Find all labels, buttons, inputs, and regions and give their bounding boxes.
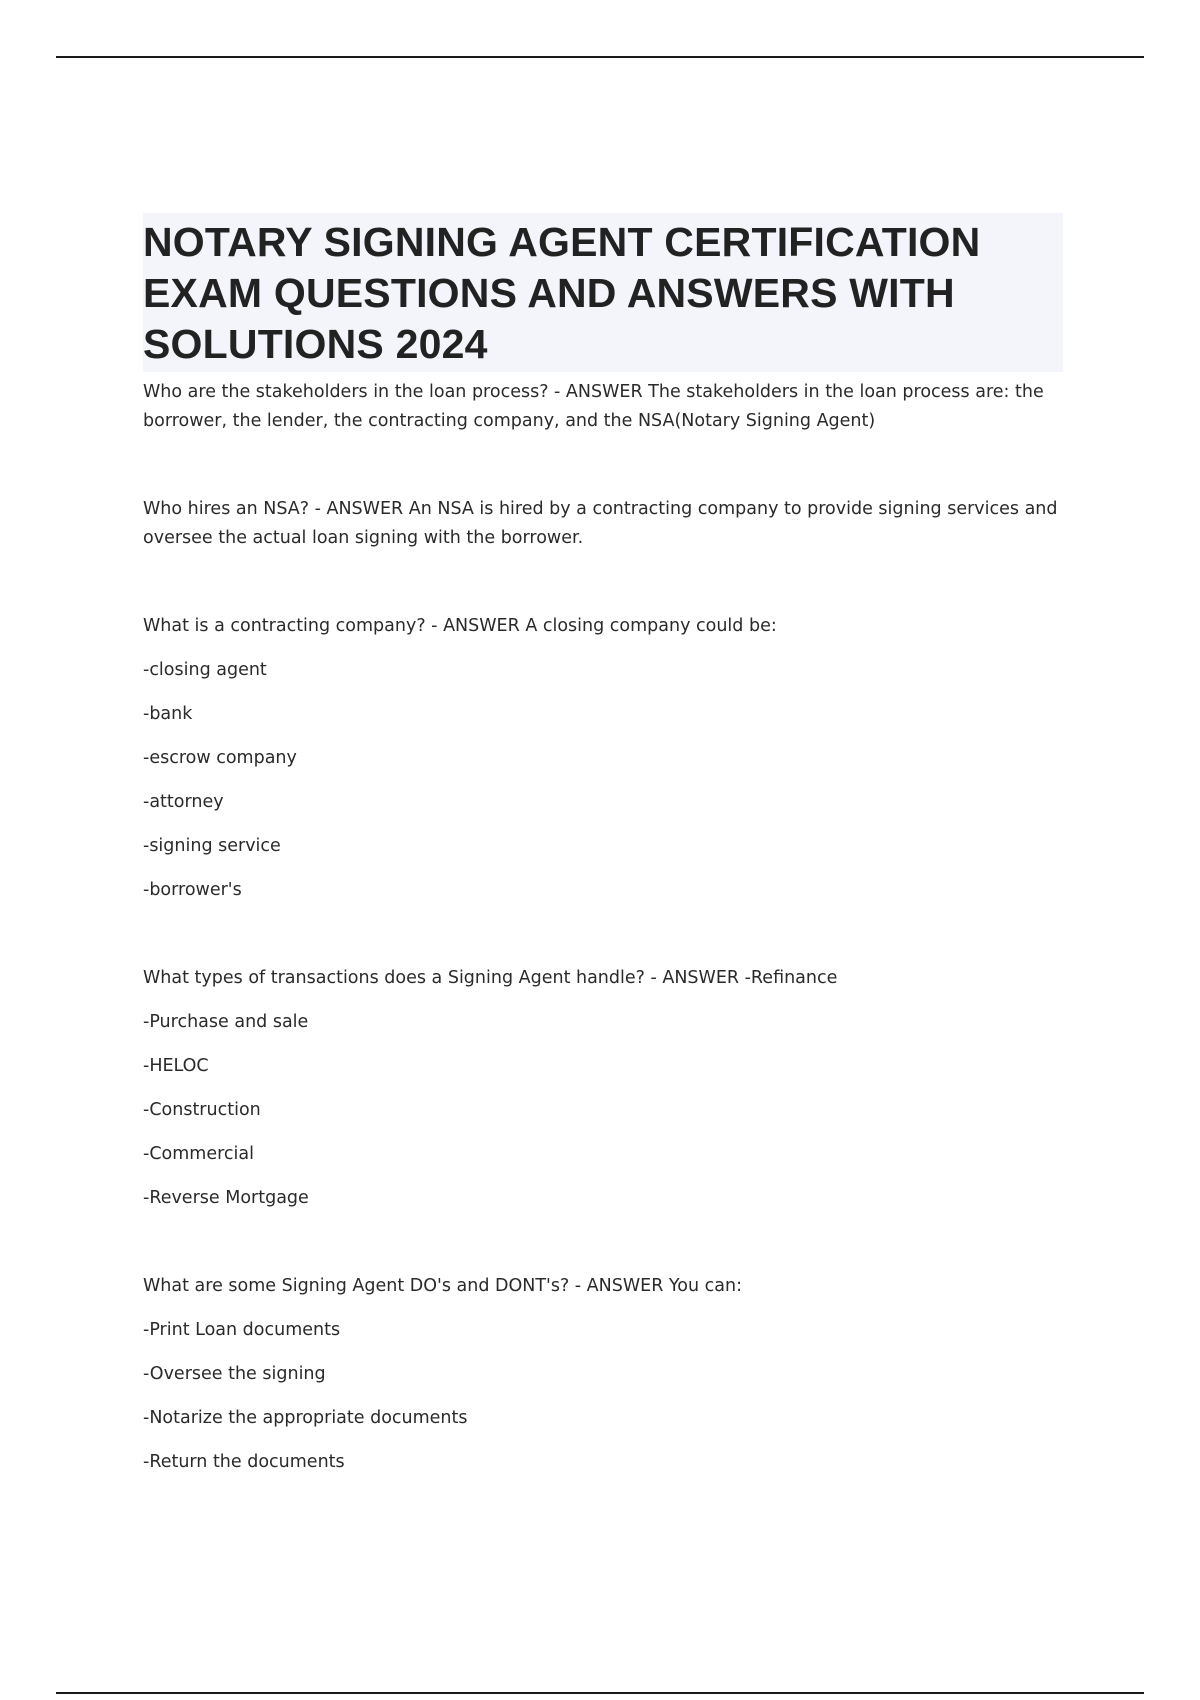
answer-list-item: -closing agent [143,660,267,680]
qa-list [143,378,1063,1477]
answer-list-item: -escrow company [143,748,297,768]
answer-list-item: -HELOC [143,1056,209,1076]
qa-block [143,378,1063,436]
qa-question: Who hires an NSA? - ANSWER An NSA is hired by a contracting company to provide signing services and oversee the actual loan signing with the borrower. [143,499,1058,548]
answer-list-item: -Commercial [143,1144,254,1164]
answer-list-item: -Return the documents [143,1452,345,1472]
answer-list-item: -Notarize the appropriate documents [143,1408,468,1428]
qa-question: What are some Signing Agent DO's and DONT's? - ANSWER You can: [143,1276,742,1296]
answer-list-item: -Reverse Mortgage [143,1188,309,1208]
bottom-rule [56,1692,1144,1694]
qa-block [143,495,1063,553]
answer-list-item: -attorney [143,792,224,812]
answer-list-item: -Print Loan documents [143,1320,341,1340]
top-rule [56,56,1144,58]
answer-list-item: -borrower's [143,880,242,900]
answer-list-item: -bank [143,704,193,724]
title-block [143,213,1063,372]
qa-block [143,964,1063,1213]
qa-block [143,612,1063,905]
qa-question: Who are the stakeholders in the loan process? - ANSWER The stakeholders in the loan process are: the borrower, the lender, the contracting company, and the NSA(Notary Signing Agent) [143,382,1044,431]
document-title: NOTARY SIGNING AGENT CERTIFICATION EXAM QUESTIONS AND ANSWERS WITH SOLUTIONS 2024 [143,219,981,367]
document-body [143,213,1063,1477]
answer-list-item: -Oversee the signing [143,1364,326,1384]
answer-list-item: -Purchase and sale [143,1012,309,1032]
answer-list-item: -Construction [143,1100,261,1120]
qa-question: What is a contracting company? - ANSWER A closing company could be: [143,616,777,636]
qa-block [143,1272,1063,1477]
qa-question: What types of transactions does a Signing Agent handle? - ANSWER -Refinance [143,968,838,988]
answer-list-item: -signing service [143,836,281,856]
